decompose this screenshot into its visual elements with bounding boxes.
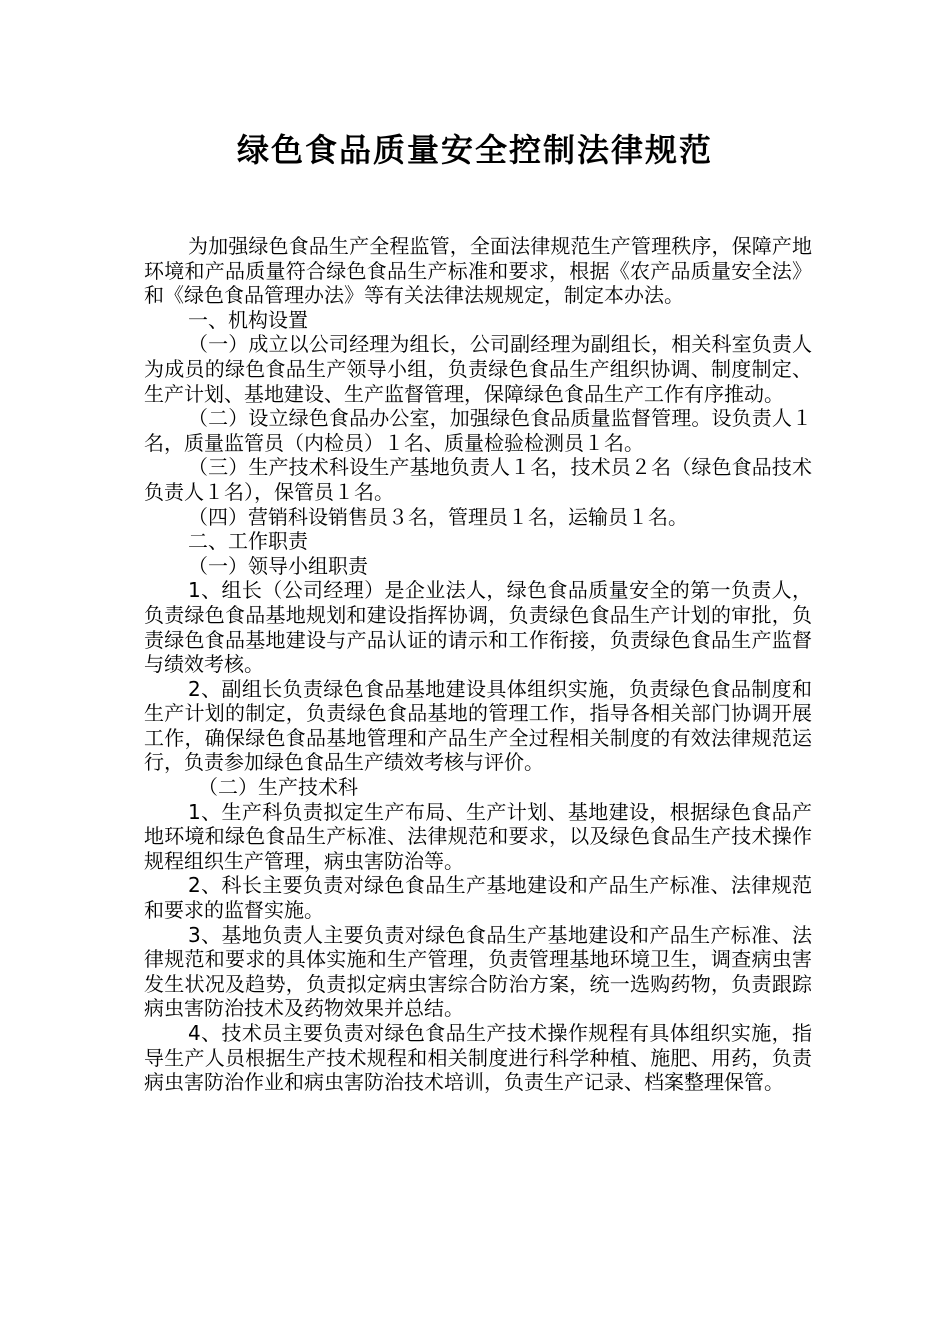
document-title: 绿色食品质量安全控制法律规范 xyxy=(236,131,713,169)
section-heading-organization: 一、机构设置 xyxy=(188,307,308,332)
paragraph-prod-1: 1、生产科负责拟定生产布局、生产计划、基地建设，根据绿色食品产地环境和绿色食品生产标准、法律规范和要求，以及绿色食品生产技术操作规程组织生产管理，病虫害防治等。 xyxy=(144,799,812,873)
paragraph-org-4: （四）营销科设销售员３名，管理员１名，运输员１名。 xyxy=(188,504,688,529)
paragraph-prod-3: 3、基地负责人主要负责对绿色食品生产基地建设和产品生产标准、法律规范和要求的具体实施和生产管理，负责管理基地环境卫生，调查病虫害发生状况及趋势，负责拟定病虫害综合防治方案，统一选购药物，负责跟踪病虫害防治技术及药物效果并总结。 xyxy=(144,922,812,1021)
paragraph-org-3: （三）生产技术科设生产基地负责人１名，技术员２名（绿色食品技术负责人１名），保管员１名。 xyxy=(144,455,812,504)
paragraph-prod-2: 2、科长主要负责对绿色食品生产基地建设和产品生产标准、法律规范和要求的监督实施。 xyxy=(144,873,812,923)
subsection-heading-leadership: （一）领导小组职责 xyxy=(188,553,368,578)
document-body xyxy=(144,234,812,1095)
paragraph-leader-2: 2、副组长负责绿色食品基地建设具体组织实施，负责绿色食品制度和生产计划的制定，负责绿色食品基地的管理工作，指导各相关部门协调开展工作，确保绿色食品基地管理和产品生产全过程相关制度的有效法律规范运行，负责参加绿色食品生产绩效考核与评价。 xyxy=(144,676,812,775)
paragraph-org-2: （二）设立绿色食品办公室，加强绿色食品质量监督管理。设负责人１名，质量监管员（内检员）１名、质量检验检测员１名。 xyxy=(144,406,812,455)
section-heading-duties: 二、工作职责 xyxy=(188,529,308,554)
paragraph-prod-4: 4、技术员主要负责对绿色食品生产技术操作规程有具体组织实施，指导生产人员根据生产技术规程和相关制度进行科学种植、施肥、用药，负责病虫害防治作业和病虫害防治技术培训，负责生产记录、档案整理保管。 xyxy=(144,1021,812,1095)
paragraph-intro: 为加强绿色食品生产全程监管，全面法律规范生产管理秩序，保障产地环境和产品质量符合绿色食品生产标准和要求，根据《农产品质量安全法》和《绿色食品管理办法》等有关法律法规规定，制定本办法。 xyxy=(144,234,812,308)
paragraph-leader-1: 1、组长（公司经理）是企业法人，绿色食品质量安全的第一负责人，负责绿色食品基地规划和建设指挥协调，负责绿色食品生产计划的审批，负责绿色食品基地建设与产品认证的请示和工作衔接，负责绿色食品生产监督与绩效考核。 xyxy=(144,578,812,677)
paragraph-org-1: （一）成立以公司经理为组长，公司副经理为副组长，相关科室负责人为成员的绿色食品生产领导小组，负责绿色食品生产组织协调、制度制定、生产计划、基地建设、生产监督管理，保障绿色食品生产工作有序推动。 xyxy=(144,332,812,406)
subsection-heading-production: （二）生产技术科 xyxy=(198,775,358,800)
